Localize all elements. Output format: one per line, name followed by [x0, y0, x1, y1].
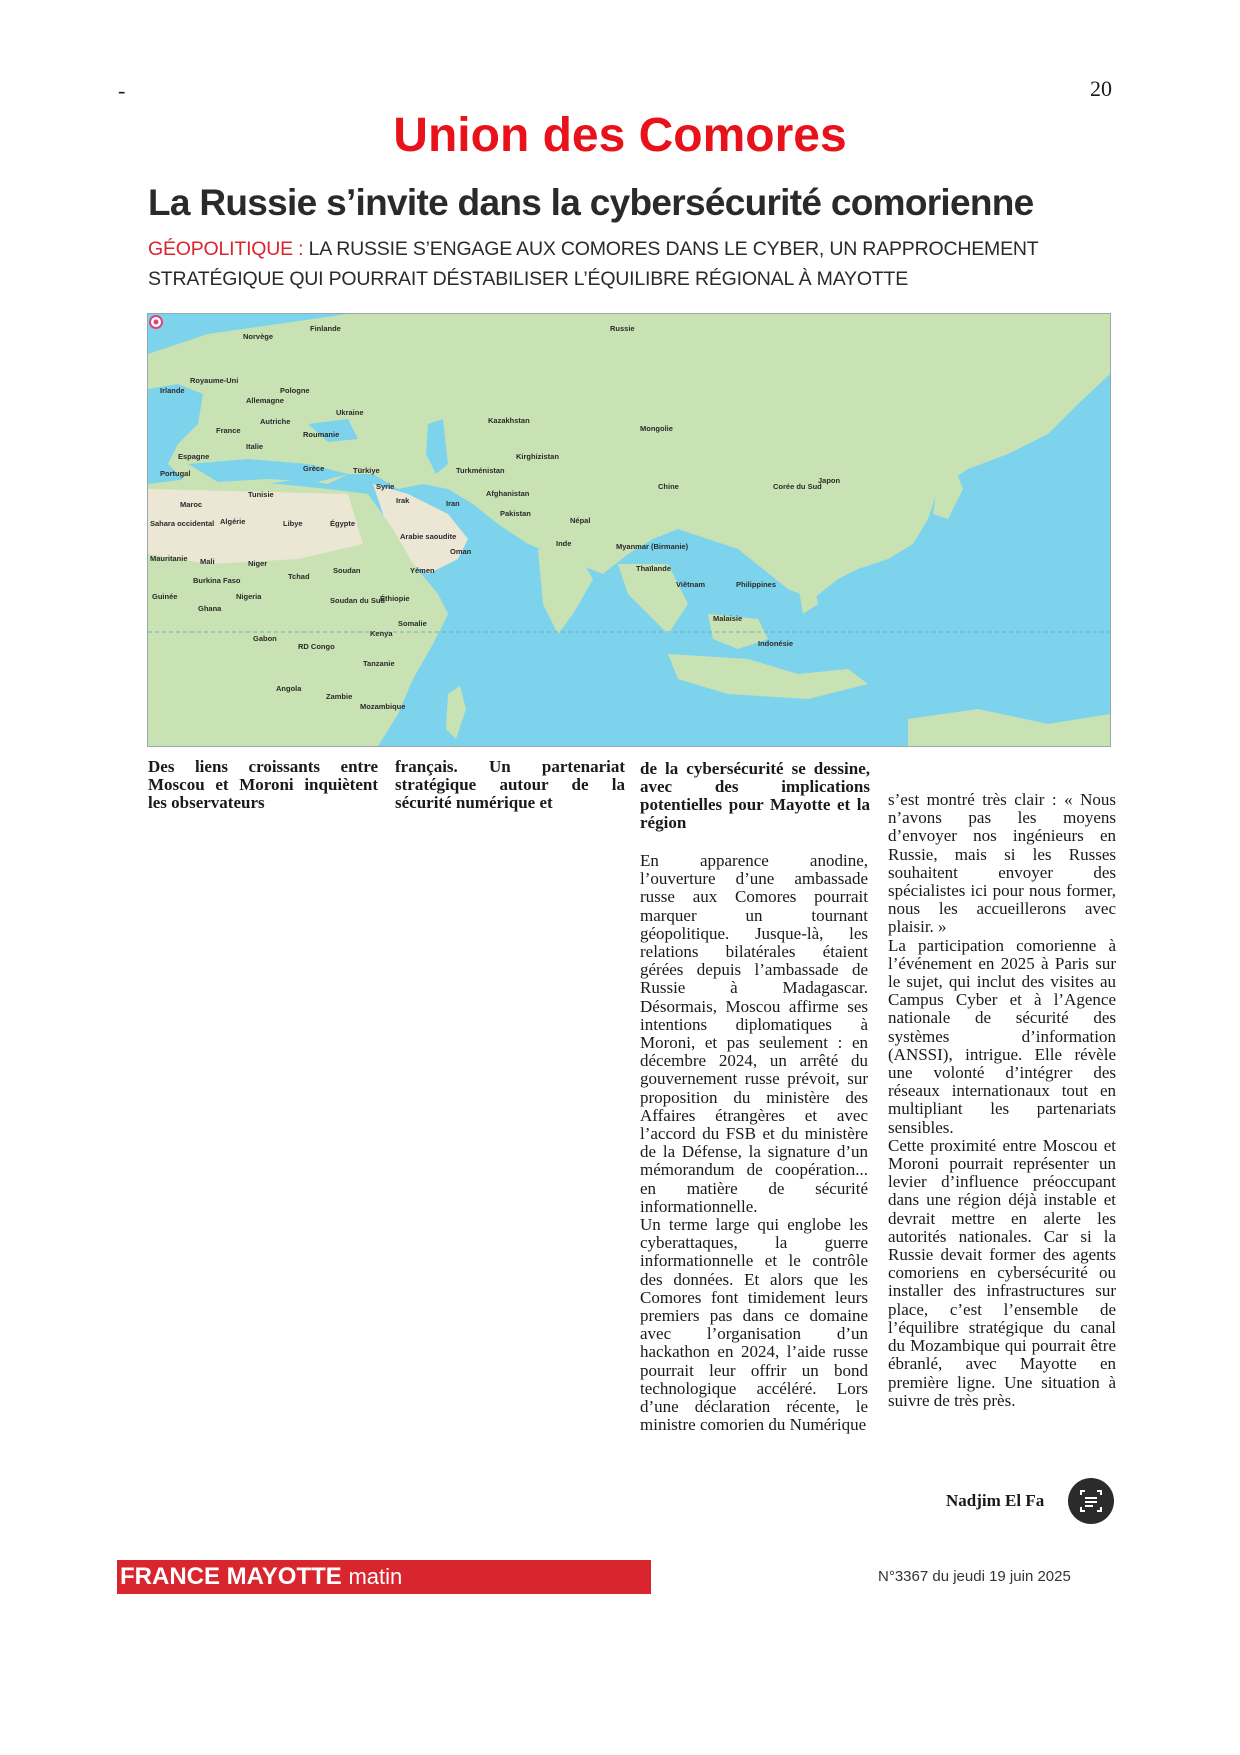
location-pin-icon: [148, 314, 164, 330]
map-label-mali: Mali: [200, 557, 215, 566]
map-label-sahara: Sahara occidental: [150, 519, 215, 528]
body-paragraph: Cette proximité entre Moscou et Moroni pourrait représenter un levier d’influence préoccupant dans une région déjà instable et devrait mettre en alerte les autorités nationales. Car si la Russie devait former des agents comoriens en cybersécurité ou installer des infrastructures sur place, c’est l’ensemble de l’équilibre stratégique du canal du Mozambique qui pourrait être ébranlé, avec Mayotte en première ligne. Une situation à suivre de très près.: [888, 1135, 1116, 1410]
map-label-nigeria: Nigeria: [236, 592, 262, 601]
map-label-allemagne: Allemagne: [246, 396, 284, 405]
map-label-angola: Angola: [276, 684, 302, 693]
map-label-algerie: Algérie: [220, 517, 246, 526]
map-label-italie: Italie: [246, 442, 264, 451]
footer-publication: [120, 1563, 402, 1591]
map-label-indonesie: Indonésie: [758, 639, 794, 648]
scan-text-button[interactable]: [1068, 1478, 1114, 1524]
map-label-vietnam: Viêtnam: [676, 580, 706, 589]
map-label-turkmenistan: Turkménistan: [456, 466, 505, 475]
map-label-inde: Inde: [556, 539, 572, 548]
body-paragraph: Un terme large qui englobe les cyberattaques, la guerre informationnelle et le contrôle des données. Et alors que les Comores font timidement leurs premiers pas dans ce domaine avec l’organisation d’un hackathon en 2024, l’aide russe pourrait leur offrir un bond technologique accéléré. Lors d’une déclaration récente, le ministre comorien du Numérique: [640, 1215, 868, 1435]
map-label-burkina: Burkina Faso: [193, 576, 241, 585]
map-label-oman: Oman: [450, 547, 472, 556]
map-label-irak: Irak: [396, 496, 410, 505]
map-label-tunisie: Tunisie: [248, 490, 274, 499]
subhead-kicker: GÉOPOLITIQUE :: [148, 238, 304, 260]
map-label-philippines: Philippines: [736, 580, 777, 589]
map-label-mongolie: Mongolie: [640, 424, 673, 433]
map-label-tanzanie: Tanzanie: [363, 659, 395, 668]
map-label-libye: Libye: [283, 519, 303, 528]
map-label-gabon: Gabon: [253, 634, 277, 643]
map-label-mozambique: Mozambique: [360, 702, 406, 711]
map-label-russie: Russie: [610, 324, 635, 333]
map-label-niger: Niger: [248, 559, 268, 568]
text-scan-icon: [1068, 1478, 1114, 1524]
subhead-text: LA RUSSIE S’ENGAGE AUX COMORES DANS LE CYBER, UN RAPPROCHEMENT STRATÉGIQUE QUI POURRAIT DÉSTABILISER L’ÉQUILIBRE RÉGIONAL À MAYOTTE: [148, 238, 1039, 290]
map-label-kenya: Kenya: [370, 629, 393, 638]
publication-suffix: matin: [348, 1564, 403, 1589]
map-label-arabie: Arabie saoudite: [400, 532, 457, 541]
map-label-pologne: Pologne: [280, 386, 310, 395]
publication-name: FRANCE MAYOTTE: [120, 1563, 342, 1590]
article-headline: La Russie s’invite dans la cybersécurité comorienne: [148, 182, 1034, 223]
map-label-kirghizistan: Kirghizistan: [516, 452, 559, 461]
map-graphic: [148, 314, 1110, 746]
map-label-norvege: Norvège: [243, 332, 274, 341]
map-image: [147, 313, 1111, 747]
map-label-espagne: Espagne: [178, 452, 210, 461]
map-label-nepal: Népal: [570, 516, 591, 525]
map-label-coree: Corée du Sud: [773, 482, 822, 491]
map-label-roumanie: Roumanie: [303, 430, 340, 439]
map-label-finlande: Finlande: [310, 324, 341, 333]
map-label-zambie: Zambie: [326, 692, 353, 701]
map-label-ghana: Ghana: [198, 604, 222, 613]
map-label-kazakhstan: Kazakhstan: [488, 416, 530, 425]
map-label-yemen: Yémen: [410, 566, 435, 575]
map-label-ukraine: Ukraine: [336, 408, 364, 417]
map-label-mauritanie: Mauritanie: [150, 554, 188, 563]
page-number: 20: [1090, 76, 1112, 101]
issue-info: N°3367 du jeudi 19 juin 2025: [878, 1568, 1071, 1585]
map-label-grece: Grèce: [303, 464, 325, 473]
article-subhead: [148, 234, 1118, 294]
map-label-thailande: Thaïlande: [636, 564, 672, 573]
map-label-maroc: Maroc: [180, 500, 203, 509]
intro-col-2: français. Un partenariat stratégique autour de la sécurité numérique et: [395, 757, 625, 812]
map-label-royaume-uni: Royaume-Uni: [190, 376, 239, 385]
map-label-guinee: Guinée: [152, 592, 178, 601]
map-label-turkiye: Türkiye: [353, 466, 380, 475]
map-label-irlande: Irlande: [160, 386, 185, 395]
map-label-somalie: Somalie: [398, 619, 427, 628]
intro-col-3: de la cybersécurité se dessine, avec des implications potentielles pour Mayotte et la région: [640, 759, 870, 832]
body-paragraph: En apparence anodine, l’ouverture d’une ambassade russe aux Comores pourrait marquer un tournant géopolitique. Jusque-là, les relations bilatérales étaient gérées depuis l’ambassade de Russie à Madagascar. Désormais, Moscou affirme ses intentions diplomatiques à Moroni, et pas seulement : en décembre 2024, un arrêté du gouvernement russe prévoit, sur proposition du ministère des Affaires étrangères et avec l’accord du FSB et du ministère de la Défense, la signature d’un mémorandum de coopération... en matière de sécurité informationnelle.: [640, 851, 868, 1216]
map-label-soudan: Soudan: [333, 566, 361, 575]
body-paragraph: La participation comorienne à l’événement en 2025 à Paris sur le sujet, qui inclut des visites au Campus Cyber et à l’Agence nationale de sécurité des systèmes d’information (ANSSI), intrigue. Elle révèle une volonté d’intégrer des réseaux internationaux tout en multipliant les partenariats sensibles.: [888, 935, 1116, 1137]
map-label-rd-congo: RD Congo: [298, 642, 335, 651]
body-paragraph: s’est montré très clair : « Nous n’avons pas les moyens d’envoyer nos ingénieurs en Russie, mais si les Russes souhaitent envoyer des spécialistes ici pour nous former, nous les accueillerons avec plaisir. »: [888, 790, 1116, 937]
map-label-malaisie: Malaisie: [713, 614, 743, 623]
map-label-france: France: [216, 426, 241, 435]
map-label-iran: Iran: [446, 499, 460, 508]
map-label-tchad: Tchad: [288, 572, 310, 581]
map-label-autriche: Autriche: [260, 417, 291, 426]
map-label-myanmar: Myanmar (Birmanie): [616, 542, 689, 551]
body-column-a: [640, 852, 868, 1435]
map-label-syrie: Syrie: [376, 482, 395, 491]
body-column-b: [888, 791, 1116, 1410]
map-label-egypte: Égypte: [330, 519, 356, 528]
map-label-japon: Japon: [818, 476, 841, 485]
intro-col-1: Des liens croissants entre Moscou et Moroni inquiètent les observateurs: [148, 757, 378, 812]
article-author: Nadjim El Fa: [946, 1491, 1045, 1510]
map-label-ethiopie: Éthiopie: [380, 594, 410, 603]
map-label-portugal: Portugal: [160, 469, 191, 478]
section-title: Union des Comores: [393, 109, 847, 162]
page-dash: -: [118, 78, 126, 103]
map-label-afghanistan: Afghanistan: [486, 489, 530, 498]
map-label-chine: Chine: [658, 482, 679, 491]
map-label-pakistan: Pakistan: [500, 509, 531, 518]
map-label-soudan-sud: Soudan du Sud: [330, 596, 385, 605]
